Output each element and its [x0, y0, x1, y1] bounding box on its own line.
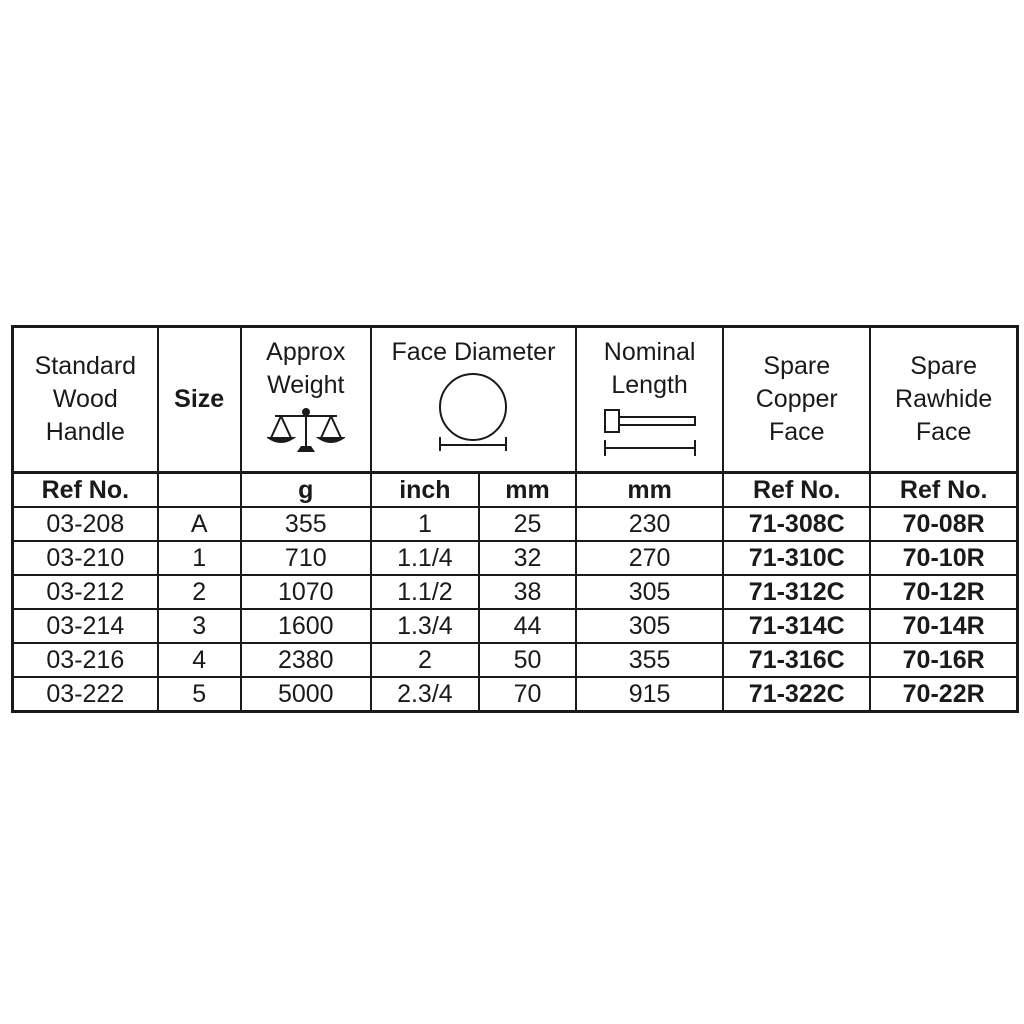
hammer-length-icon — [600, 404, 700, 458]
header-row — [13, 327, 1018, 473]
header-face-diameter-label: Face Diameter — [391, 338, 556, 366]
cell-weight: 2380 — [241, 643, 371, 677]
cell-diameter-mm: 50 — [479, 643, 576, 677]
cell-handle-ref: 03-212 — [13, 575, 158, 609]
header-length-line-1: Nominal — [603, 338, 696, 366]
unit-cell: mm — [576, 473, 723, 508]
header-copper — [723, 327, 870, 473]
cell-rawhide-ref: 70-08R — [870, 507, 1017, 541]
cell-size: 4 — [158, 643, 241, 677]
cell-diameter-inch: 1.3/4 — [371, 609, 479, 643]
header-rawhide-line-3: Face — [915, 418, 972, 446]
cell-diameter-mm: 44 — [479, 609, 576, 643]
cell-size: 1 — [158, 541, 241, 575]
cell-handle-ref: 03-222 — [13, 677, 158, 712]
header-size: Size — [158, 327, 241, 473]
cell-copper-ref: 71-310C — [723, 541, 870, 575]
header-weight-line-2: Weight — [267, 371, 345, 399]
cell-copper-ref: 71-312C — [723, 575, 870, 609]
cell-diameter-mm: 38 — [479, 575, 576, 609]
unit-cell: inch — [371, 473, 479, 508]
cell-rawhide-ref: 70-12R — [870, 575, 1017, 609]
header-copper-line-3: Face — [768, 418, 825, 446]
header-rawhide-line-2: Rawhide — [895, 385, 993, 413]
cell-length-mm: 305 — [576, 609, 723, 643]
cell-handle-ref: 03-210 — [13, 541, 158, 575]
header-handle-line-2: Wood — [52, 385, 118, 413]
cell-length-mm: 230 — [576, 507, 723, 541]
cell-weight: 1070 — [241, 575, 371, 609]
balance-scale-icon — [267, 404, 345, 456]
cell-weight: 5000 — [241, 677, 371, 712]
cell-rawhide-ref: 70-10R — [870, 541, 1017, 575]
header-length-line-2: Length — [611, 371, 688, 399]
cell-diameter-mm: 70 — [479, 677, 576, 712]
unit-cell: mm — [479, 473, 576, 508]
cell-size: 3 — [158, 609, 241, 643]
cell-weight: 710 — [241, 541, 371, 575]
table-row — [13, 609, 1018, 643]
header-copper-line-1: Spare — [763, 352, 831, 380]
cell-size: 2 — [158, 575, 241, 609]
cell-handle-ref: 03-216 — [13, 643, 158, 677]
header-handle-line-1: Standard — [34, 352, 137, 380]
table-row — [13, 507, 1018, 541]
cell-diameter-inch: 1.1/2 — [371, 575, 479, 609]
cell-length-mm: 270 — [576, 541, 723, 575]
cell-diameter-mm: 25 — [479, 507, 576, 541]
cell-rawhide-ref: 70-16R — [870, 643, 1017, 677]
cell-length-mm: 355 — [576, 643, 723, 677]
header-weight — [241, 327, 371, 473]
cell-diameter-inch: 1.1/4 — [371, 541, 479, 575]
cell-copper-ref: 71-308C — [723, 507, 870, 541]
cell-weight: 355 — [241, 507, 371, 541]
header-handle-line-3: Handle — [45, 418, 125, 446]
cell-diameter-inch: 2.3/4 — [371, 677, 479, 712]
cell-copper-ref: 71-314C — [723, 609, 870, 643]
cell-diameter-inch: 1 — [371, 507, 479, 541]
header-rawhide — [870, 327, 1017, 473]
cell-rawhide-ref: 70-14R — [870, 609, 1017, 643]
cell-size: A — [158, 507, 241, 541]
cell-handle-ref: 03-208 — [13, 507, 158, 541]
cell-size: 5 — [158, 677, 241, 712]
cell-length-mm: 915 — [576, 677, 723, 712]
circle-diameter-icon — [428, 371, 518, 453]
table-row — [13, 643, 1018, 677]
spec-table — [11, 325, 1019, 713]
header-face-diameter — [371, 327, 576, 473]
unit-cell: Ref No. — [870, 473, 1017, 508]
table-row — [13, 541, 1018, 575]
table-row — [13, 677, 1018, 712]
header-copper-line-2: Copper — [755, 385, 838, 413]
unit-cell: g — [241, 473, 371, 508]
unit-cell: Ref No. — [723, 473, 870, 508]
unit-cell — [158, 473, 241, 508]
cell-handle-ref: 03-214 — [13, 609, 158, 643]
cell-rawhide-ref: 70-22R — [870, 677, 1017, 712]
cell-copper-ref: 71-316C — [723, 643, 870, 677]
header-length — [576, 327, 723, 473]
cell-weight: 1600 — [241, 609, 371, 643]
cell-diameter-mm: 32 — [479, 541, 576, 575]
header-rawhide-line-1: Spare — [910, 352, 978, 380]
header-handle — [13, 327, 158, 473]
header-weight-line-1: Approx — [266, 338, 346, 366]
cell-copper-ref: 71-322C — [723, 677, 870, 712]
unit-row — [13, 473, 1018, 508]
cell-length-mm: 305 — [576, 575, 723, 609]
cell-diameter-inch: 2 — [371, 643, 479, 677]
unit-cell: Ref No. — [13, 473, 158, 508]
table-row — [13, 575, 1018, 609]
